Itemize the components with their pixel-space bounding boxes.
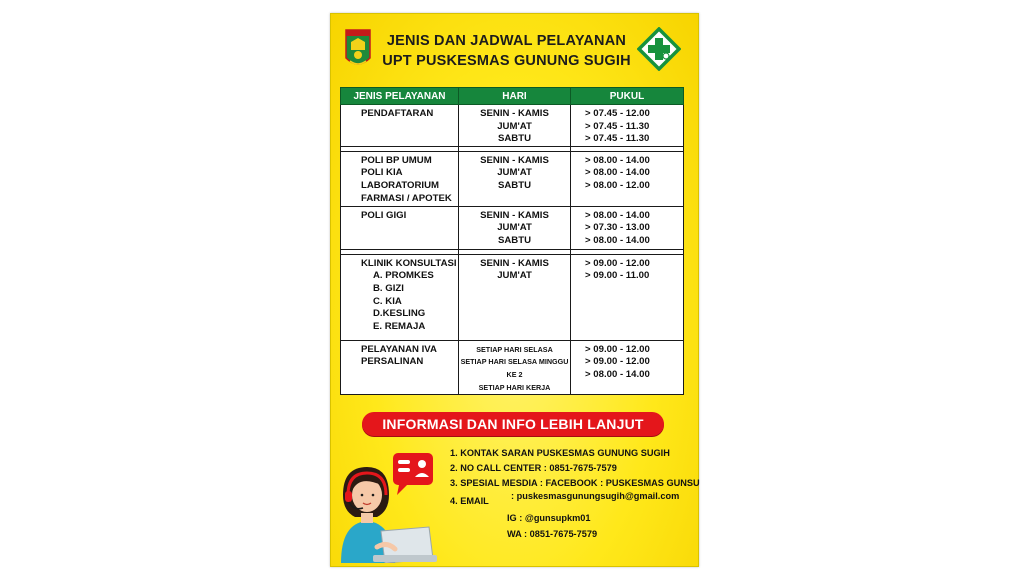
table-row [341, 254, 684, 340]
day-cell: SENIN - KAMIS JUM'AT SABTU [459, 151, 571, 206]
contact-line: 1. KONTAK SARAN PUSKESMAS GUNUNG SUGIH [450, 448, 670, 458]
contact-line: 3. SPESIAL MESDIA : FACEBOOK : PUSKESMAS GUNSU [450, 478, 700, 489]
time-cell: > 07.45 - 12.00 > 07.45 - 11.30 > 07.45 - 11.30 [571, 105, 684, 147]
contact-info [450, 446, 700, 542]
table-row [341, 151, 684, 206]
column-header-time: PUKUL [571, 88, 684, 105]
contact-line: IG : @gunsupkm01 [507, 513, 591, 524]
table-row [341, 105, 684, 147]
info-banner: INFORMASI DAN INFO LEBIH LANJUT [362, 412, 664, 436]
service-cell: POLI GIGI [341, 206, 459, 249]
service-schedule-poster [330, 13, 699, 567]
table-row [341, 340, 684, 394]
poster-subtitle: UPT PUSKESMAS GUNUNG SUGIH [382, 53, 631, 69]
column-header-day: HARI [459, 88, 571, 105]
regional-crest-icon [345, 28, 371, 70]
service-cell: PENDAFTARAN [341, 105, 459, 147]
schedule-table [340, 87, 684, 395]
table-header-row [341, 88, 684, 105]
service-cell: PELAYANAN IVA PERSALINAN [341, 340, 459, 394]
time-cell: > 09.00 - 12.00 > 09.00 - 12.00 > 08.00 - 14.00 [571, 340, 684, 394]
contact-line: 4. EMAIL [450, 495, 489, 506]
poster-title: JENIS DAN JADWAL PELAYANAN [386, 33, 627, 49]
service-cell: POLI BP UMUM POLI KIA LABORATORIUM FARMASI / APOTEK [341, 151, 459, 206]
contact-line: : puskesmasgunungsugih@gmail.com [511, 490, 680, 501]
puskesmas-cross-icon [637, 27, 681, 71]
day-cell: SENIN - KAMIS JUM'AT SABTU [459, 105, 571, 147]
time-cell: > 08.00 - 14.00 > 07.30 - 13.00 > 08.00 - 14.00 [571, 206, 684, 249]
time-cell: > 08.00 - 14.00 > 08.00 - 14.00 > 08.00 - 12.00 [571, 151, 684, 206]
service-cell: KLINIK KONSULTASI A. PROMKES B. GIZI C. KIA D.KESLING E. REMAJA [341, 254, 459, 340]
day-cell: SETIAP HARI SELASA SETIAP HARI SELASA MINGGU KE 2 SETIAP HARI KERJA [459, 340, 571, 394]
contact-line: WA : 0851-7675-7579 [507, 529, 598, 540]
contact-line: 2. NO CALL CENTER : 0851-7675-7579 [450, 463, 617, 474]
column-header-service: JENIS PELAYANAN [341, 88, 459, 105]
call-center-agent-icon [337, 451, 441, 563]
day-cell: SENIN - KAMIS JUM'AT SABTU [459, 206, 571, 249]
day-cell: SENIN - KAMIS JUM'AT [459, 254, 571, 340]
poster-header [331, 14, 698, 86]
time-cell: > 09.00 - 12.00 > 09.00 - 11.00 [571, 254, 684, 340]
table-row [341, 206, 684, 249]
